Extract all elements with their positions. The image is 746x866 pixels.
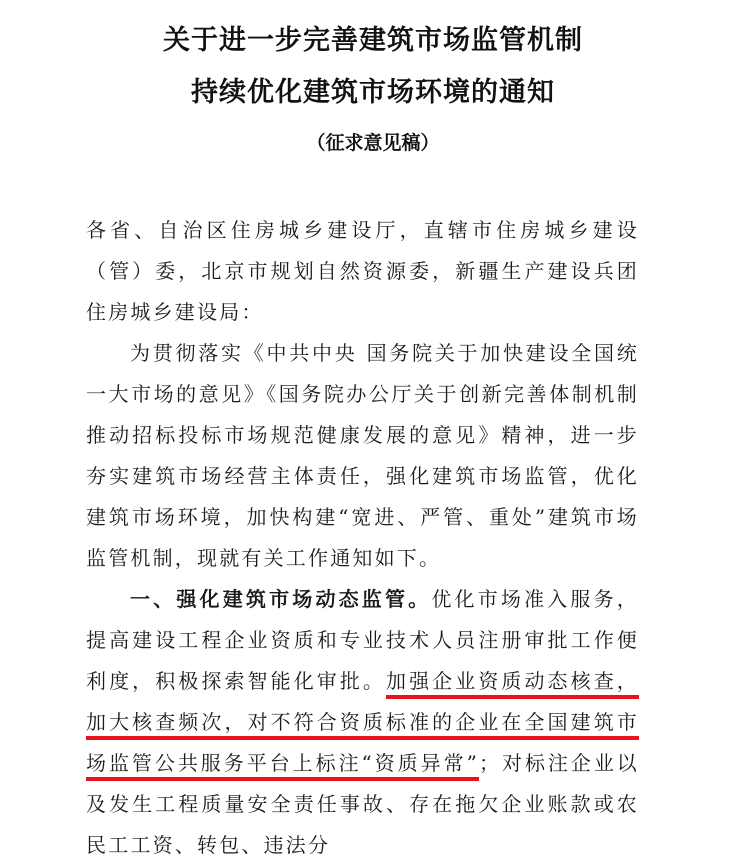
section-1-text-after: ；对标注企业以及发生工程质量安全责任事故、存在拖欠企业账款或农民工工资、转包、违法分 [86,751,639,857]
salutation-paragraph: 各省、自治区住房城乡建设厅，直辖市住房城乡建设（管）委，北京市规划自然资源委，新疆生产建设兵团住房城乡建设局： [86,218,639,324]
highlighted-underlined-text: 加强企业资质动态核查，加大核查频次，对不符合资质标准的企业在全国建筑市场监管公共服务平台上标注“资质异常” [86,669,639,775]
section-1-heading: 一、强化建筑市场动态监管。 [130,587,432,611]
intro-paragraph: 为贯彻落实《中共中央 国务院关于加快建设全国统一大市场的意见》《国务院办公厅关于创新完善体制机制 推动招标投标市场规范健康发展的意见》精神，进一步夯实建筑市场经营主体责任，强化建筑市场监管，优化建筑市场环境，加快构建“宽进、严管、重处”建筑市场监管机制，现就有关工作通知如下。 [86,341,639,570]
section-1-text-before: 优化市场准入服务，提高建设工程企业资质和专业技术人员注册审批工作便利度，积极探索智能化审批。 [86,587,639,693]
section-1-paragraph [86,579,639,866]
document-title-line-2: 持续优化建筑市场环境的通知 [191,77,555,108]
document-title-line-1: 关于进一步完善建筑市场监管机制 [163,25,583,56]
document-subtitle: （征求意见稿） [306,132,440,154]
